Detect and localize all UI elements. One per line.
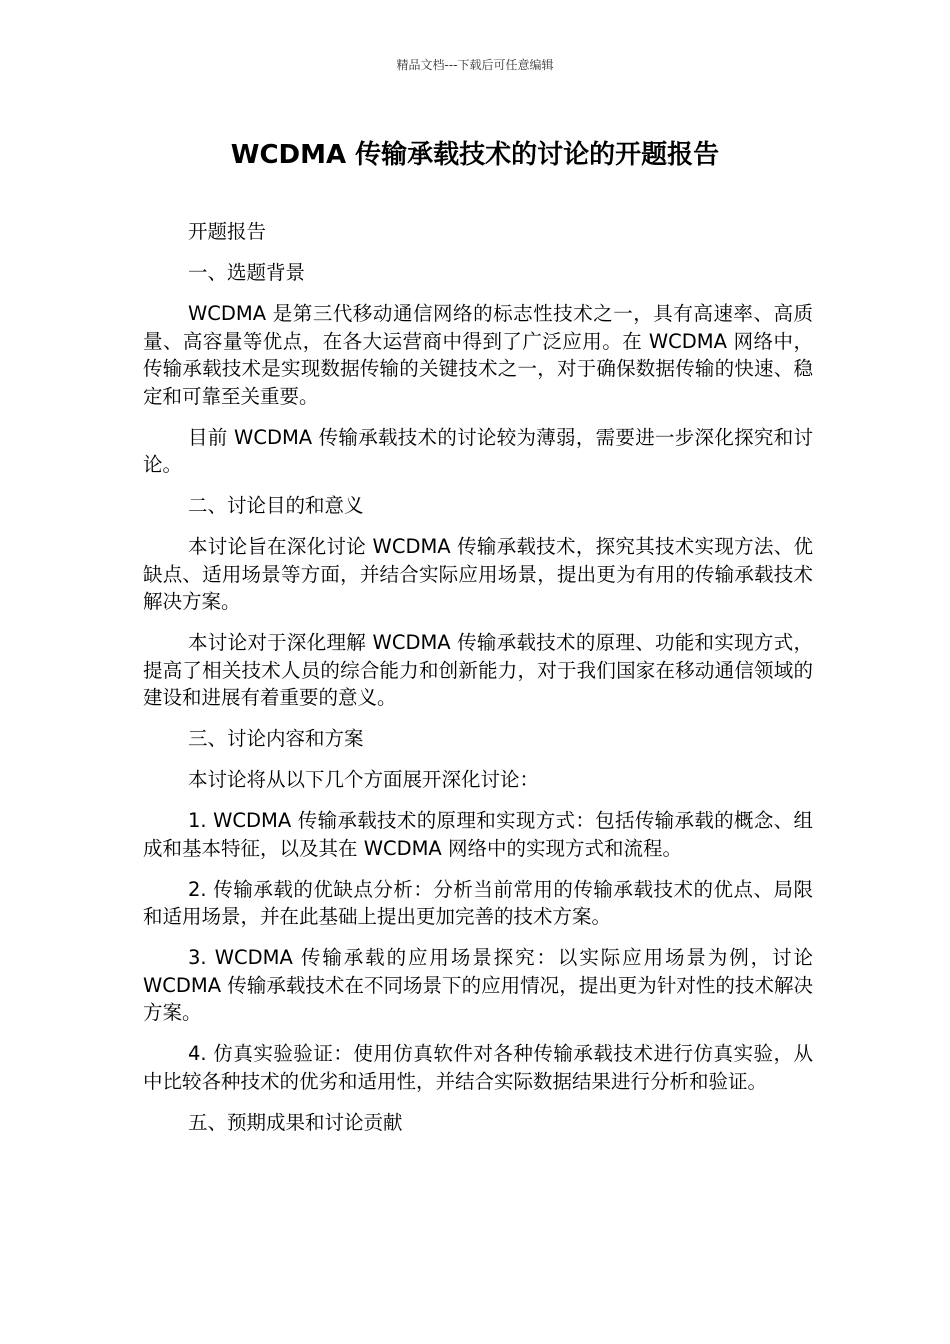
section-heading: 三、讨论内容和方案 bbox=[188, 727, 364, 750]
section-label: 开题报告 bbox=[188, 220, 267, 243]
body-paragraph: 目前 WCDMA 传输承载技术的讨论较为薄弱，需要进一步深化探究和讨论。 bbox=[143, 425, 813, 476]
body-paragraph: 本讨论旨在深化讨论 WCDMA 传输承载技术，探究其技术实现方法、优缺点、适用场景等方面，并结合实际应用场景，提出更为有用的传输承载技术解决方案。 bbox=[143, 535, 813, 613]
list-item: 1. WCDMA 传输承载技术的原理和实现方式：包括传输承载的概念、组成和基本特征，以及其在 WCDMA 网络中的实现方式和流程。 bbox=[143, 809, 813, 860]
list-item: 4. 仿真实验验证：使用仿真软件对各种传输承载技术进行仿真实验，从中比较各种技术的优劣和适用性，并结合实际数据结果进行分析和验证。 bbox=[143, 1042, 813, 1093]
section-heading: 五、预期成果和讨论贡献 bbox=[188, 1110, 403, 1134]
body-paragraph: WCDMA 是第三代移动通信网络的标志性技术之一，具有高速率、高质量、高容量等优点，在各大运营商中得到了广泛应用。在 WCDMA 网络中，传输承载技术是实现数据传输的关键技术之一，对于确保数据传输的快速、稳定和可靠至关重要。 bbox=[143, 302, 813, 408]
body-paragraph: 本讨论将从以下几个方面展开深化讨论： bbox=[188, 768, 540, 791]
section-heading: 二、讨论目的和意义 bbox=[188, 494, 364, 517]
body-paragraph: 本讨论对于深化理解 WCDMA 传输承载技术的原理、功能和实现方式，提高了相关技术人员的综合能力和创新能力，对于我们国家在移动通信领域的建设和进展有着重要的意义。 bbox=[143, 631, 813, 709]
list-item: 3. WCDMA 传输承载的应用场景探究：以实际应用场景为例，讨论 WCDMA 传输承载技术在不同场景下的应用情况，提出更为针对性的技术解决方案。 bbox=[143, 946, 813, 1024]
document-title: WCDMA 传输承载技术的讨论的开题报告 bbox=[230, 140, 720, 170]
page-header: 精品文档---下载后可任意编辑 bbox=[396, 58, 554, 72]
list-item: 2. 传输承载的优缺点分析：分析当前常用的传输承载技术的优点、局限和适用场景，并在此基础上提出更加完善的技术方案。 bbox=[143, 877, 813, 928]
document-body bbox=[143, 218, 813, 1150]
section-heading: 一、选题背景 bbox=[188, 261, 306, 284]
